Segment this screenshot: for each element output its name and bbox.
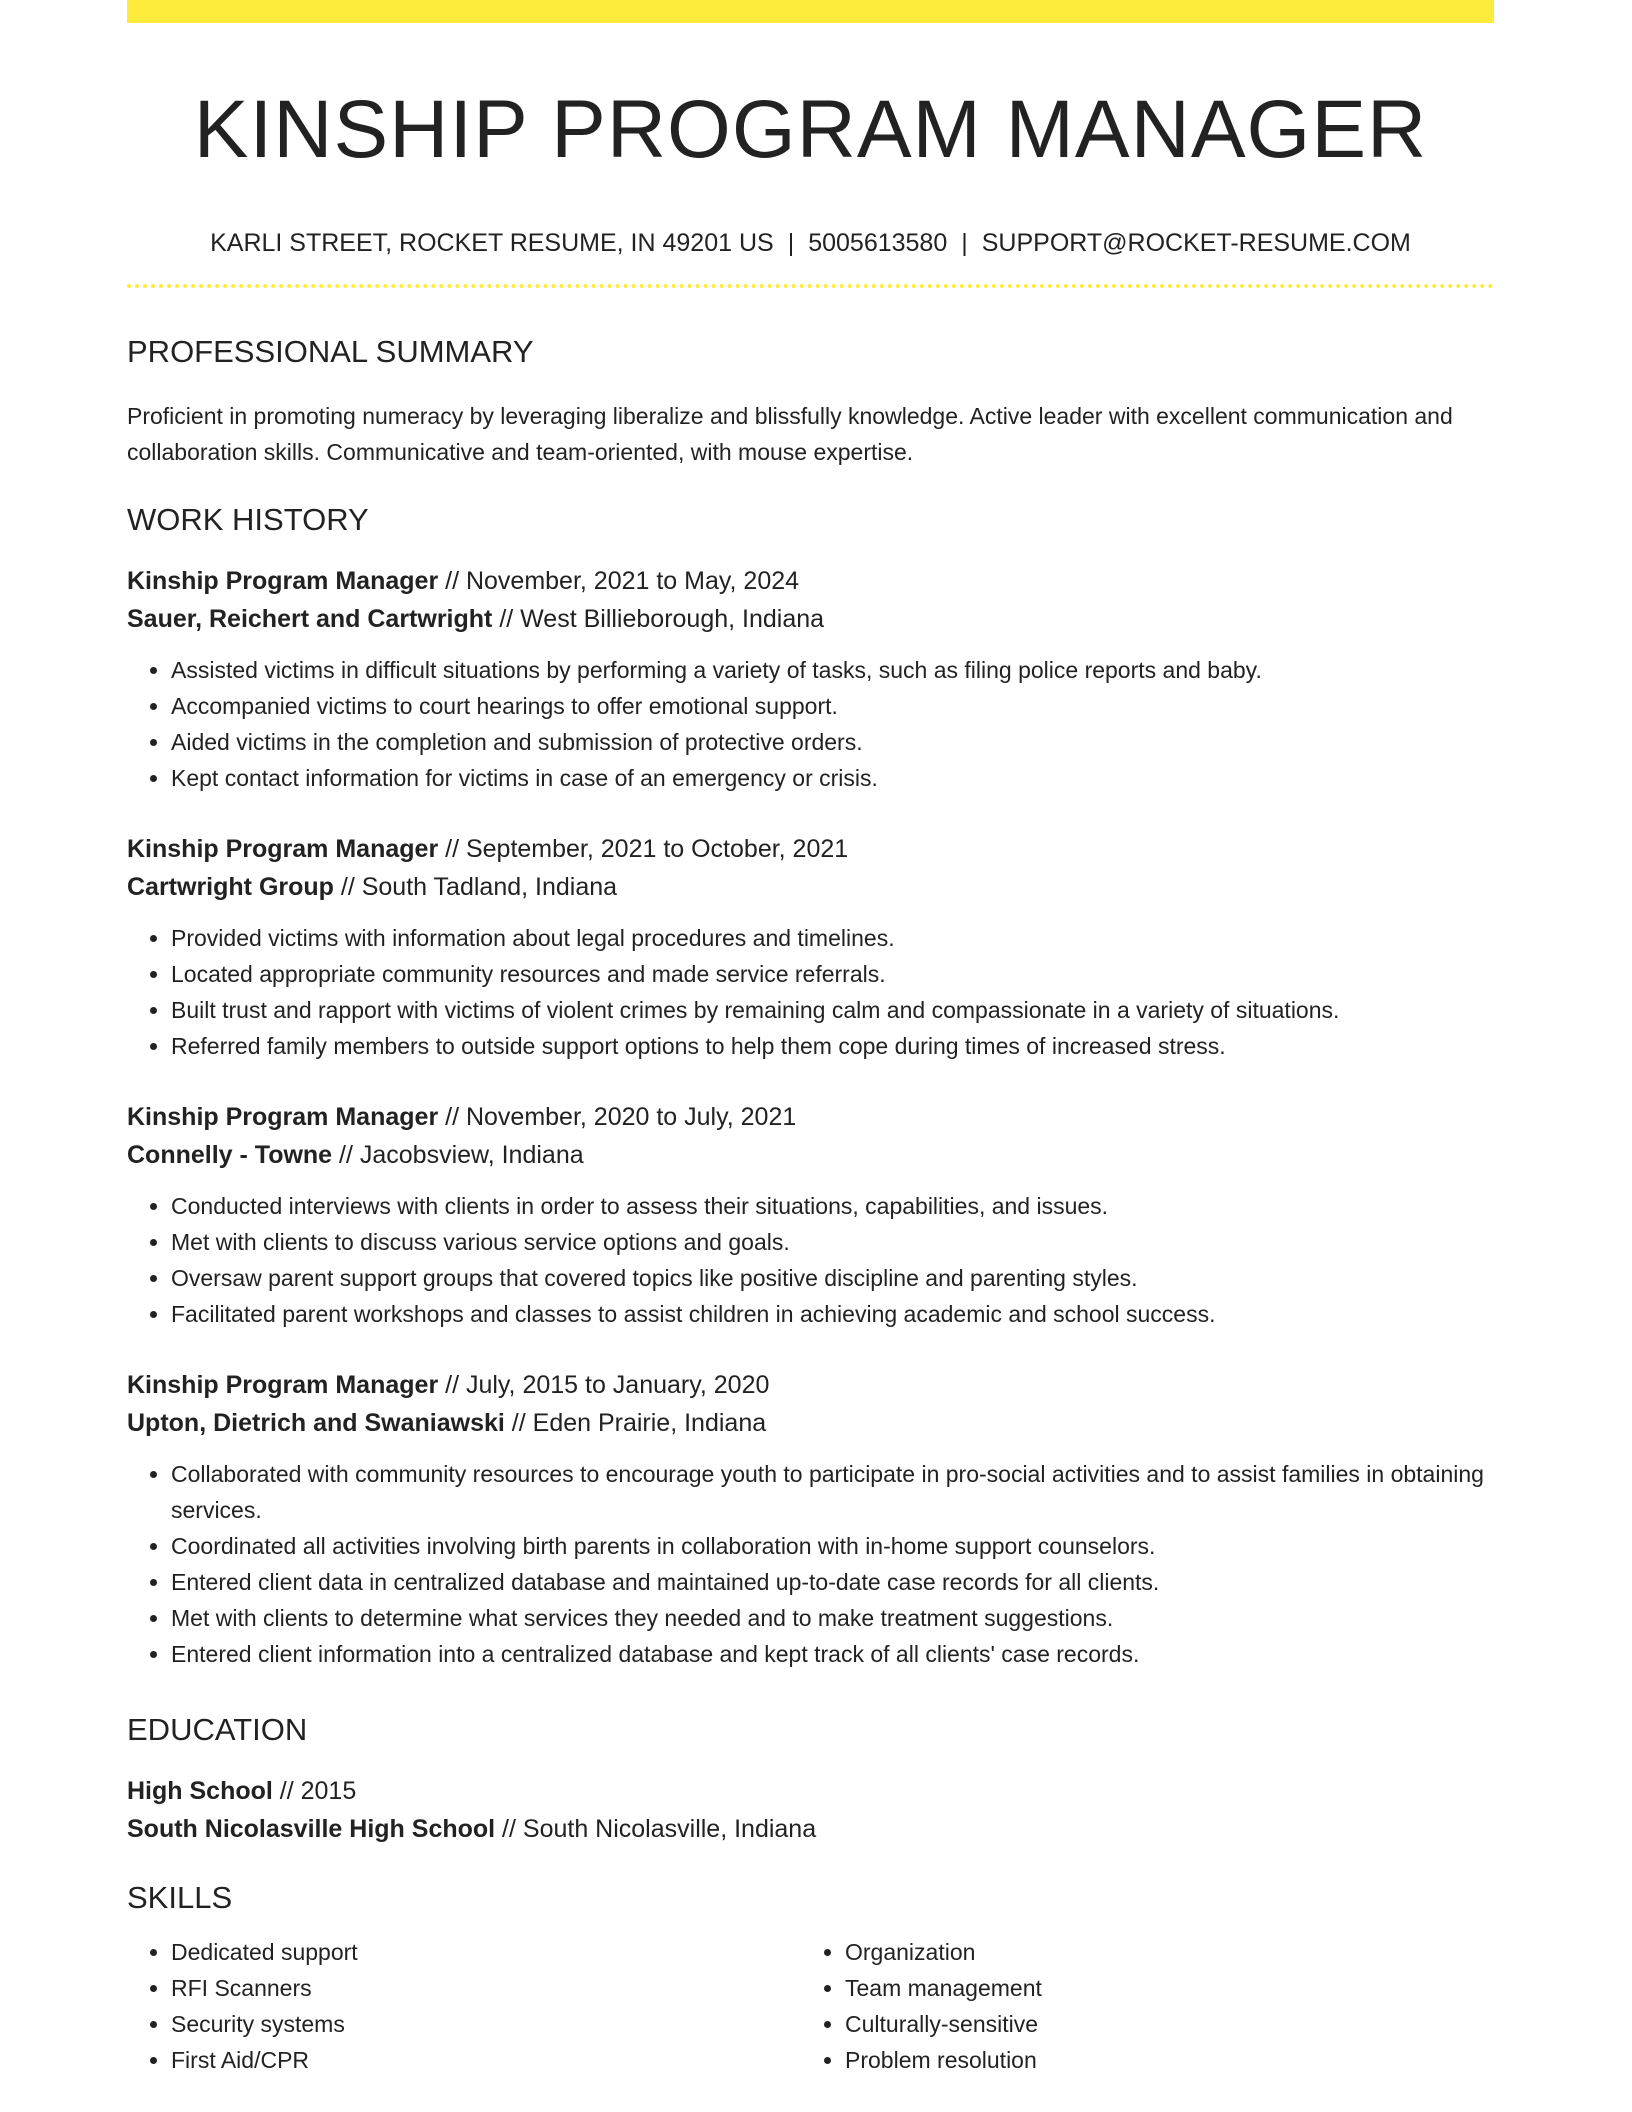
contact-separator: | bbox=[787, 229, 795, 257]
job-bullet: • Kept contact information for victims in case of an emergency or crisis. bbox=[171, 760, 1494, 796]
job-entry bbox=[127, 830, 1494, 1064]
job-role: Kinship Program Manager bbox=[127, 567, 439, 595]
employer-name: Sauer, Reichert and Cartwright bbox=[127, 605, 493, 633]
job-bullet: • Met with clients to discuss various service options and goals. bbox=[171, 1224, 1494, 1260]
job-title-line bbox=[127, 562, 1494, 600]
job-title-line bbox=[127, 1098, 1494, 1136]
employer-location: // Jacobsview, Indiana bbox=[332, 1141, 584, 1169]
job-bullet: • Entered client data in centralized database and maintained up-to-date case records for all clients. bbox=[171, 1564, 1494, 1600]
job-bullet: • Collaborated with community resources to encourage youth to participate in pro-social activities and to assist families in obtaining services. bbox=[171, 1456, 1494, 1528]
job-bullet-list bbox=[127, 652, 1494, 796]
employer-location: // South Tadland, Indiana bbox=[333, 873, 618, 901]
employer-line bbox=[127, 1136, 1494, 1174]
skill-item: • Security systems bbox=[171, 2006, 801, 2042]
school-location: // South Nicolasville, Indiana bbox=[495, 1815, 817, 1843]
resume-content bbox=[127, 0, 1494, 2078]
skill-item: • Culturally-sensitive bbox=[845, 2006, 1475, 2042]
job-dates: // September, 2021 to October, 2021 bbox=[438, 835, 849, 863]
job-dates: // November, 2021 to May, 2024 bbox=[438, 567, 800, 595]
employer-line bbox=[127, 868, 1494, 906]
job-dates: // November, 2020 to July, 2021 bbox=[438, 1103, 797, 1131]
education-entry bbox=[127, 1772, 1494, 1848]
degree-year: // 2015 bbox=[272, 1777, 357, 1805]
skill-item: • First Aid/CPR bbox=[171, 2042, 801, 2078]
resume-name-heading: KINSHIP PROGRAM MANAGER bbox=[193, 84, 1428, 175]
job-bullet: • Built trust and rapport with victims of violent crimes by remaining calm and compassionate in a variety of situations. bbox=[171, 992, 1494, 1028]
skills-list-right bbox=[801, 1934, 1475, 2078]
employer-location: // Eden Prairie, Indiana bbox=[504, 1409, 767, 1437]
job-bullet-list bbox=[127, 1188, 1494, 1332]
job-bullet: • Referred family members to outside support options to help them cope during times of increased stress. bbox=[171, 1028, 1494, 1064]
school-name: South Nicolasville High School bbox=[127, 1815, 496, 1843]
employer-name: Upton, Dietrich and Swaniawski bbox=[127, 1409, 505, 1437]
skill-item: • Organization bbox=[845, 1934, 1475, 1970]
contact-separator: | bbox=[961, 229, 968, 257]
job-entry bbox=[127, 1098, 1494, 1332]
job-role: Kinship Program Manager bbox=[127, 1371, 439, 1399]
contact-phone: 5005613580 bbox=[808, 229, 948, 257]
job-bullet: • Located appropriate community resources and made service referrals. bbox=[171, 956, 1494, 992]
contact-email: SUPPORT@ROCKET-RESUME.COM bbox=[981, 229, 1411, 257]
job-bullet: • Assisted victims in difficult situations by performing a variety of tasks, such as filing police reports and baby. bbox=[171, 652, 1494, 688]
job-bullet: • Met with clients to determine what services they needed and to make treatment suggestions. bbox=[171, 1600, 1494, 1636]
job-dates: // July, 2015 to January, 2020 bbox=[438, 1371, 770, 1399]
employer-name: Cartwright Group bbox=[127, 873, 334, 901]
job-title-line bbox=[127, 1366, 1494, 1404]
job-bullet: • Coordinated all activities involving birth parents in collaboration with in-home support counselors. bbox=[171, 1528, 1494, 1564]
job-bullet: • Conducted interviews with clients in order to assess their situations, capabilities, and issues. bbox=[171, 1188, 1494, 1224]
skill-item: • Dedicated support bbox=[171, 1934, 801, 1970]
employer-name: Connelly - Towne bbox=[127, 1141, 333, 1169]
job-entry bbox=[127, 562, 1494, 796]
skill-item: • Problem resolution bbox=[845, 2042, 1475, 2078]
job-bullet-list bbox=[127, 920, 1494, 1064]
skills-heading: SKILLS bbox=[127, 1880, 233, 1915]
job-bullet: • Entered client information into a centralized database and kept track of all clients' case records. bbox=[171, 1636, 1494, 1672]
summary-text: Proficient in promoting numeracy by leveraging liberalize and blissfully knowledge. Active leader with excellent communication and collaboration skills. Communicative and team-oriented, with mouse expertise. bbox=[127, 403, 1453, 465]
job-bullet: • Aided victims in the completion and submission of protective orders. bbox=[171, 724, 1494, 760]
skill-item: • RFI Scanners bbox=[171, 1970, 801, 2006]
contact-line bbox=[127, 228, 1494, 258]
skills-list-left bbox=[127, 1934, 801, 2078]
degree-name: High School bbox=[127, 1777, 273, 1805]
skill-item: • Team management bbox=[845, 1970, 1475, 2006]
school-line bbox=[127, 1810, 1494, 1848]
employer-line bbox=[127, 1404, 1494, 1442]
summary-heading: PROFESSIONAL SUMMARY bbox=[127, 334, 534, 369]
skills-columns bbox=[127, 1934, 1494, 2078]
job-bullet: • Accompanied victims to court hearings to offer emotional support. bbox=[171, 688, 1494, 724]
job-role: Kinship Program Manager bbox=[127, 1103, 439, 1131]
work-history-heading: WORK HISTORY bbox=[127, 502, 369, 537]
employer-location: // West Billieborough, Indiana bbox=[492, 605, 825, 633]
contact-address: KARLI STREET, ROCKET RESUME, IN 49201 US bbox=[210, 229, 774, 257]
job-title-line bbox=[127, 830, 1494, 868]
job-entry bbox=[127, 1366, 1494, 1672]
employer-line bbox=[127, 600, 1494, 638]
job-bullet: • Provided victims with information about legal procedures and timelines. bbox=[171, 920, 1494, 956]
job-bullet: • Oversaw parent support groups that covered topics like positive discipline and parenting styles. bbox=[171, 1260, 1494, 1296]
job-bullet-list bbox=[127, 1456, 1494, 1672]
education-heading: EDUCATION bbox=[127, 1712, 308, 1747]
degree-line bbox=[127, 1772, 1494, 1810]
job-bullet: • Facilitated parent workshops and classes to assist children in achieving academic and school success. bbox=[171, 1296, 1494, 1332]
job-role: Kinship Program Manager bbox=[127, 835, 439, 863]
dotted-divider bbox=[127, 284, 1494, 288]
